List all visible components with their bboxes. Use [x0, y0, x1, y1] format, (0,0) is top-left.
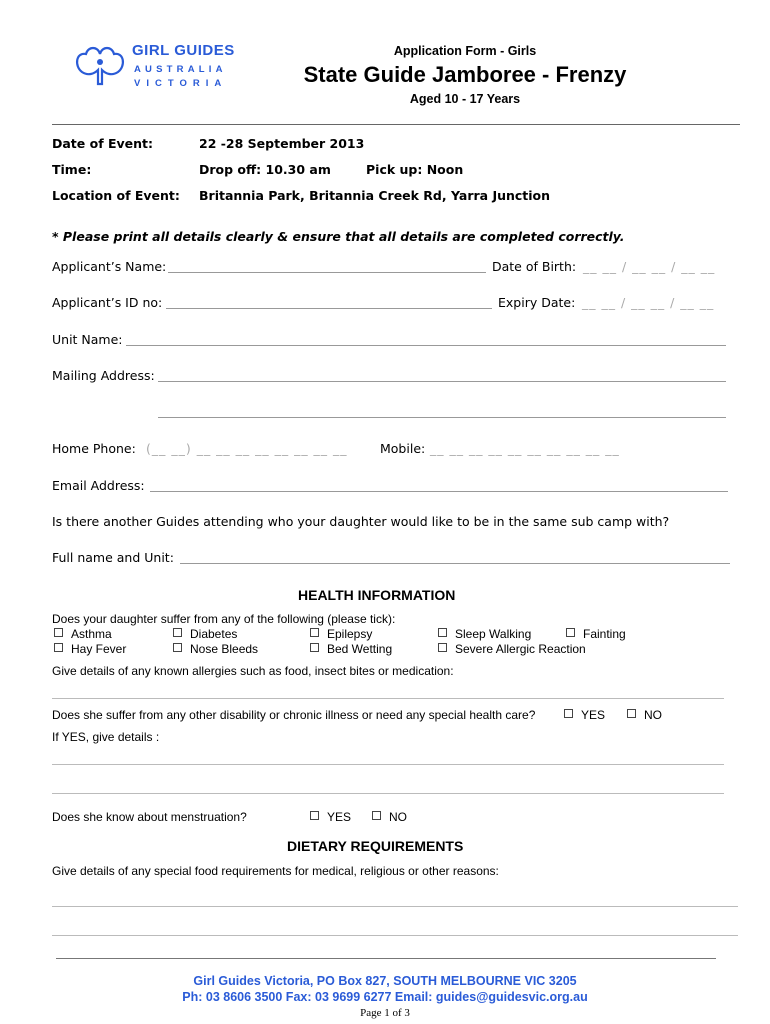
mobile-label: Mobile:	[380, 441, 426, 456]
checkbox-icon[interactable]	[438, 628, 447, 637]
fullname-unit-label: Full name and Unit:	[52, 550, 174, 565]
condition-asthma[interactable]: Asthma	[54, 627, 112, 641]
fullname-unit-field[interactable]	[180, 563, 730, 564]
footer-contact: Ph: 03 8606 3500 Fax: 03 9699 6277 Email: guides@guidesvic.org.au	[182, 990, 588, 1004]
expiry-field[interactable]: __ __ / __ __ / __ __	[582, 295, 715, 310]
dob-label: Date of Birth:	[492, 259, 577, 274]
header-divider	[52, 124, 740, 125]
condition-fainting[interactable]: Fainting	[566, 627, 626, 641]
condition-diabetes[interactable]: Diabetes	[173, 627, 237, 641]
date-value: 22 -28 September 2013	[199, 136, 365, 151]
logo-line-1: GIRL GUIDES	[132, 42, 235, 59]
page-number: Page 1 of 3	[360, 1007, 410, 1019]
dietary-heading: DIETARY REQUIREMENTS	[287, 838, 464, 854]
condition-hay-fever[interactable]: Hay Fever	[54, 642, 126, 656]
condition-epilepsy[interactable]: Epilepsy	[310, 627, 372, 641]
condition-bed-wetting[interactable]: Bed Wetting	[310, 642, 392, 656]
unit-name-label: Unit Name:	[52, 332, 123, 347]
mailing-address-field-1[interactable]	[158, 381, 726, 382]
condition-severe-allergic-reaction[interactable]: Severe Allergic Reaction	[438, 642, 586, 656]
if-yes-field-1[interactable]	[52, 764, 724, 765]
dietary-field-1[interactable]	[52, 906, 738, 907]
instruction-note: * Please print all details clearly & ensure that all details are completed correctly.	[52, 229, 625, 244]
checkbox-icon[interactable]	[173, 628, 182, 637]
allergies-field[interactable]	[52, 698, 724, 699]
checkbox-icon[interactable]	[372, 811, 381, 820]
applicant-id-label: Applicant’s ID no:	[52, 295, 163, 310]
dietary-field-2[interactable]	[52, 935, 738, 936]
menstruation-no[interactable]: NO	[372, 810, 407, 824]
checkbox-icon[interactable]	[627, 709, 636, 718]
time-label: Time:	[52, 162, 92, 177]
dob-field[interactable]: __ __ / __ __ / __ __	[583, 259, 716, 274]
disability-yes[interactable]: YES	[564, 708, 605, 722]
checkbox-icon[interactable]	[173, 643, 182, 652]
email-label: Email Address:	[52, 478, 145, 493]
location-value: Britannia Park, Britannia Creek Rd, Yarra Junction	[199, 188, 551, 203]
checkbox-icon[interactable]	[54, 628, 63, 637]
checkbox-icon[interactable]	[438, 643, 447, 652]
if-yes-field-2[interactable]	[52, 793, 724, 794]
checkbox-icon[interactable]	[566, 628, 575, 637]
applicant-name-label: Applicant’s Name:	[52, 259, 167, 274]
home-phone-field[interactable]: (__ __) __ __ __ __ __ __ __ __	[146, 441, 348, 456]
allergies-question: Give details of any known allergies such as food, insect bites or medication:	[52, 664, 454, 678]
footer-address: Girl Guides Victoria, PO Box 827, SOUTH MELBOURNE VIC 3205	[193, 974, 577, 988]
disability-question: Does she suffer from any other disability or chronic illness or need any special health care?	[52, 708, 536, 722]
checkbox-icon[interactable]	[310, 628, 319, 637]
location-label: Location of Event:	[52, 188, 180, 203]
logo-line-3: VICTORIA	[134, 78, 228, 89]
mailing-address-field-2[interactable]	[158, 417, 726, 418]
disability-no[interactable]: NO	[627, 708, 662, 722]
mailing-address-label: Mailing Address:	[52, 368, 155, 383]
age-range: Aged 10 - 17 Years	[409, 92, 521, 106]
logo-line-2: AUSTRALIA	[134, 64, 227, 75]
conditions-question: Does your daughter suffer from any of the following (please tick):	[52, 612, 396, 626]
expiry-label: Expiry Date:	[498, 295, 576, 310]
mobile-field[interactable]: __ __ __ __ __ __ __ __ __ __	[430, 441, 620, 456]
if-yes-label: If YES, give details :	[52, 730, 160, 744]
unit-name-field[interactable]	[126, 345, 726, 346]
form-type: Application Form - Girls	[393, 44, 537, 58]
pickup-time: Pick up: Noon	[366, 162, 464, 177]
dietary-question: Give details of any special food requirements for medical, religious or other reasons:	[52, 864, 499, 878]
health-heading: HEALTH INFORMATION	[298, 587, 456, 603]
menstruation-question: Does she know about menstruation?	[52, 810, 247, 824]
same-subcamp-question: Is there another Guides attending who your daughter would like to be in the same sub camp with?	[52, 514, 670, 529]
menstruation-yes[interactable]: YES	[310, 810, 351, 824]
home-phone-label: Home Phone:	[52, 441, 136, 456]
condition-nose-bleeds[interactable]: Nose Bleeds	[173, 642, 258, 656]
checkbox-icon[interactable]	[310, 643, 319, 652]
date-label: Date of Event:	[52, 136, 154, 151]
checkbox-icon[interactable]	[54, 643, 63, 652]
email-field[interactable]	[150, 491, 728, 492]
dropoff-time: Drop off: 10.30 am	[199, 162, 331, 177]
page-title: State Guide Jamboree - Frenzy	[303, 62, 627, 87]
applicant-name-field[interactable]	[168, 272, 486, 273]
checkbox-icon[interactable]	[310, 811, 319, 820]
applicant-id-field[interactable]	[166, 308, 492, 309]
condition-sleep-walking[interactable]: Sleep Walking	[438, 627, 531, 641]
footer-divider	[56, 958, 716, 959]
checkbox-icon[interactable]	[564, 709, 573, 718]
